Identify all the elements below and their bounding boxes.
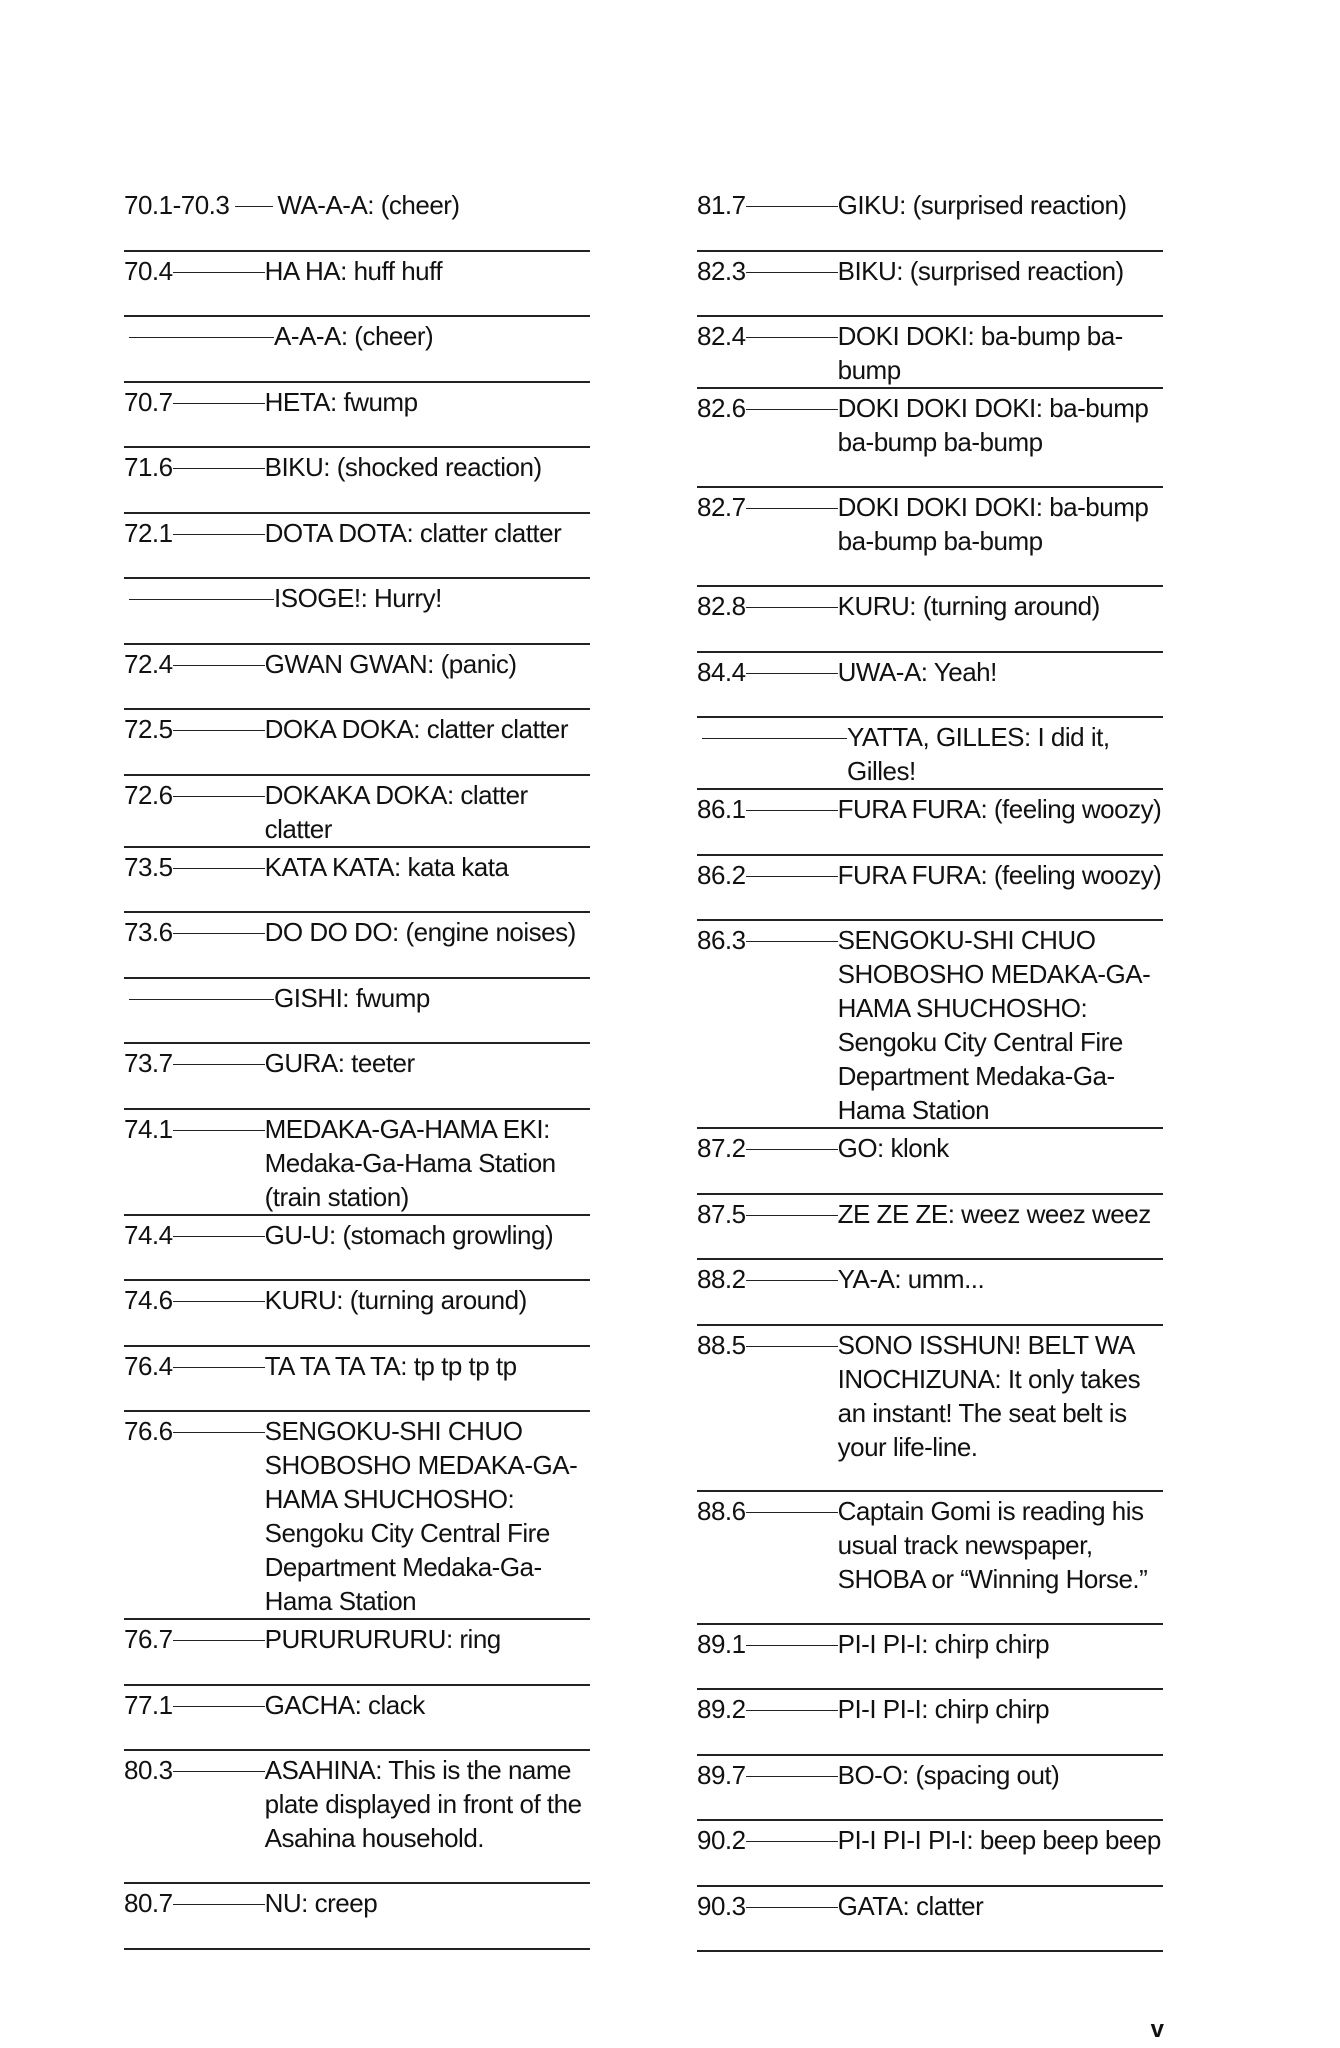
glossary-entry xyxy=(124,979,590,1045)
entry-code: 87.5 xyxy=(697,1198,746,1229)
entry-code: 81.7 xyxy=(697,190,746,220)
leader-rule xyxy=(746,607,838,608)
entry-code: 74.4 xyxy=(124,1219,173,1250)
entry-code: 72.4 xyxy=(124,648,173,679)
glossary-entry xyxy=(124,317,590,383)
leader-rule xyxy=(173,1367,265,1368)
leader-rule xyxy=(173,1432,265,1433)
entry-code: 76.7 xyxy=(124,1624,173,1654)
entry-text: FURA FURA: (feeling woozy) xyxy=(837,859,1162,890)
leader-rule xyxy=(746,337,838,338)
entry-code: 82.8 xyxy=(697,591,746,621)
entry-code: 82.4 xyxy=(697,321,746,351)
glossary-entry xyxy=(697,1887,1163,1953)
glossary-entry xyxy=(124,383,590,449)
leader-rule xyxy=(702,738,847,739)
entry-text: DOKI DOKI DOKI: ba-bump ba-bump ba-bump xyxy=(837,492,1149,556)
entry-text: ZE ZE ZE: weez weez weez xyxy=(837,1198,1151,1229)
glossary-entry xyxy=(124,1412,590,1620)
leader-rule xyxy=(173,1771,265,1772)
entry-text: ASAHINA: This is the name plate displayed in front of the Asahina household. xyxy=(264,1755,582,1853)
entry-text: YATTA, GILLES: I did it, Gilles! xyxy=(847,722,1110,786)
entry-text: GIKU: (surprised reaction) xyxy=(837,190,1127,220)
entry-code: 88.2 xyxy=(697,1264,746,1294)
entry-code: 76.4 xyxy=(124,1350,173,1381)
glossary-entry xyxy=(124,1281,590,1347)
leader-rule xyxy=(173,1640,265,1641)
entry-text: DOKA DOKA: clatter clatter xyxy=(264,714,569,744)
glossary-entry xyxy=(697,1690,1163,1756)
leader-rule xyxy=(173,1236,265,1237)
leader-rule xyxy=(746,1512,838,1513)
entry-code: 86.2 xyxy=(697,859,746,890)
entry-text: DO DO DO: (engine noises) xyxy=(264,917,576,947)
glossary-entry xyxy=(124,1044,590,1110)
leader-rule xyxy=(173,534,265,535)
entry-code: 72.5 xyxy=(124,714,173,744)
glossary-entry xyxy=(124,1620,590,1686)
entry-code: 89.1 xyxy=(697,1628,746,1659)
entry-code: 80.3 xyxy=(124,1755,173,1785)
entry-code: 90.3 xyxy=(697,1890,746,1921)
leader-rule xyxy=(746,673,838,674)
glossary-entry xyxy=(697,921,1163,1129)
leader-rule xyxy=(746,1907,838,1908)
entry-text: GATA: clatter xyxy=(837,1890,984,1921)
leader-rule xyxy=(746,810,838,811)
glossary-entry xyxy=(697,389,1163,488)
leader-rule xyxy=(235,206,273,207)
leader-rule xyxy=(746,1645,838,1646)
glossary-entry xyxy=(124,913,590,979)
entry-code: 90.2 xyxy=(697,1825,746,1855)
entry-text: BIKU: (surprised reaction) xyxy=(837,255,1124,286)
glossary-entry xyxy=(124,186,590,252)
entry-text: YA-A: umm... xyxy=(837,1264,985,1294)
glossary-entry xyxy=(697,1129,1163,1195)
leader-rule xyxy=(173,1130,265,1131)
leader-rule xyxy=(173,665,265,666)
glossary-entry xyxy=(124,1216,590,1282)
entry-text: KURU: (turning around) xyxy=(837,591,1100,621)
glossary-entry xyxy=(697,1756,1163,1822)
entry-text: HA HA: huff huff xyxy=(264,255,443,286)
leader-rule xyxy=(173,272,265,273)
entry-text: SONO ISSHUN! BELT WA INOCHIZUNA: It only takes an instant! The seat belt is your life-line. xyxy=(837,1329,1141,1462)
leader-rule xyxy=(746,272,838,273)
entry-code: 74.1 xyxy=(124,1113,173,1144)
entry-code: 87.2 xyxy=(697,1133,746,1163)
glossary-entry xyxy=(124,645,590,711)
entry-code: 86.1 xyxy=(697,794,746,824)
entry-code: 70.7 xyxy=(124,386,173,417)
glossary-entry xyxy=(124,710,590,776)
entry-text: ISOGE!: Hurry! xyxy=(274,583,442,613)
entry-text: KATA KATA: kata kata xyxy=(264,851,509,882)
glossary-entry xyxy=(124,579,590,645)
glossary-entry xyxy=(697,856,1163,922)
entry-text: GISHI: fwump xyxy=(274,982,430,1013)
entry-text: DOKI DOKI DOKI: ba-bump ba-bump ba-bump xyxy=(837,393,1149,457)
entry-code: 84.4 xyxy=(697,656,746,687)
leader-rule xyxy=(746,1710,838,1711)
entry-text: BIKU: (shocked reaction) xyxy=(264,452,542,482)
glossary-entry xyxy=(697,718,1163,790)
glossary-entry xyxy=(697,186,1163,252)
entry-code: 72.1 xyxy=(124,517,173,548)
entry-text: Captain Gomi is reading his usual track newspaper, SHOBA or “Winning Horse.” xyxy=(837,1495,1148,1594)
entry-text: DOKI DOKI: ba-bump ba-bump xyxy=(837,321,1123,385)
entry-code: 73.5 xyxy=(124,851,173,882)
glossary-entry xyxy=(697,252,1163,318)
leader-rule xyxy=(173,1706,265,1707)
leader-rule xyxy=(746,1346,838,1347)
leader-rule xyxy=(746,941,838,942)
leader-rule xyxy=(129,599,274,600)
entry-text: TA TA TA TA: tp tp tp tp xyxy=(264,1350,517,1381)
entry-code: 82.3 xyxy=(697,255,746,286)
entry-text: A-A-A: (cheer) xyxy=(274,321,434,351)
right-column xyxy=(697,186,1163,1952)
entry-text: BO-O: (spacing out) xyxy=(837,1759,1060,1790)
entry-text: GWAN GWAN: (panic) xyxy=(264,648,517,679)
glossary-entry xyxy=(124,514,590,580)
glossary-entry xyxy=(124,448,590,514)
entry-code: 73.7 xyxy=(124,1048,173,1078)
leader-rule xyxy=(746,876,838,877)
glossary-entry xyxy=(697,1195,1163,1261)
leader-rule xyxy=(173,403,265,404)
entry-text: KURU: (turning around) xyxy=(264,1285,527,1315)
entry-text: GURA: teeter xyxy=(264,1048,415,1078)
glossary-entry xyxy=(697,1326,1163,1492)
leader-rule xyxy=(173,1301,265,1302)
glossary-entry xyxy=(124,252,590,318)
glossary-entry xyxy=(124,1686,590,1752)
glossary-entry xyxy=(697,1260,1163,1326)
entry-code: 88.5 xyxy=(697,1329,746,1360)
entry-text: HETA: fwump xyxy=(264,386,418,417)
entry-text: DOKAKA DOKA: clatter clatter xyxy=(264,779,528,844)
leader-rule xyxy=(173,468,265,469)
entry-text: SENGOKU-SHI CHUO SHOBOSHO MEDAKA-GA-HAMA SHUCHOSHO: Sengoku City Central Fire Department Medaka-Ga-Hama Station xyxy=(837,925,1151,1125)
leader-rule xyxy=(129,337,274,338)
entry-code: 70.4 xyxy=(124,255,173,286)
left-column xyxy=(124,186,590,1950)
entry-code: 82.6 xyxy=(697,393,746,423)
leader-rule xyxy=(173,730,265,731)
entry-text: WA-A-A: (cheer) xyxy=(277,190,460,220)
leader-rule xyxy=(173,933,265,934)
glossary-entry xyxy=(124,1110,590,1216)
glossary-entry xyxy=(697,790,1163,856)
glossary-entry xyxy=(124,1751,590,1884)
glossary-entry xyxy=(697,1492,1163,1625)
entry-code: 88.6 xyxy=(697,1495,746,1526)
glossary-entry xyxy=(697,653,1163,719)
entry-code: 89.2 xyxy=(697,1694,746,1724)
glossary-entry xyxy=(124,1347,590,1413)
glossary-entry xyxy=(697,317,1163,389)
entry-text: SENGOKU-SHI CHUO SHOBOSHO MEDAKA-GA-HAMA SHUCHOSHO: Sengoku City Central Fire Department Medaka-Ga-Hama Station xyxy=(264,1416,578,1616)
entry-code: 72.6 xyxy=(124,779,173,810)
glossary-entry xyxy=(124,848,590,914)
entry-code: 76.6 xyxy=(124,1416,173,1446)
entry-text: PURURURURU: ring xyxy=(264,1624,501,1654)
entry-text: DOTA DOTA: clatter clatter xyxy=(264,517,562,548)
entry-code: 82.7 xyxy=(697,492,746,522)
leader-rule xyxy=(129,999,274,1000)
leader-rule xyxy=(746,409,838,410)
leader-rule xyxy=(746,508,838,509)
glossary-entry xyxy=(697,1625,1163,1691)
leader-rule xyxy=(173,1064,265,1065)
entry-code: 80.7 xyxy=(124,1888,173,1918)
leader-rule xyxy=(746,206,838,207)
glossary-entry xyxy=(697,587,1163,653)
glossary-entry xyxy=(124,1884,590,1950)
entry-text: GU-U: (stomach growling) xyxy=(264,1219,554,1250)
leader-rule xyxy=(746,1280,838,1281)
entry-code: 86.3 xyxy=(697,925,746,955)
entry-code: 73.6 xyxy=(124,917,173,947)
entry-text: UWA-A: Yeah! xyxy=(837,656,997,687)
entry-code: 77.1 xyxy=(124,1689,173,1720)
leader-rule xyxy=(746,1215,838,1216)
leader-rule xyxy=(746,1776,838,1777)
entry-text: GACHA: clack xyxy=(264,1689,425,1720)
entry-text: FURA FURA: (feeling woozy) xyxy=(837,794,1162,824)
entry-code: 74.6 xyxy=(124,1285,173,1315)
page-number: v xyxy=(1150,2016,1164,2043)
entry-text: GO: klonk xyxy=(837,1133,949,1163)
leader-rule xyxy=(173,1904,265,1905)
entry-text: MEDAKA-GA-HAMA EKI: Medaka-Ga-Hama Station (train station) xyxy=(264,1113,556,1212)
entry-code: 71.6 xyxy=(124,452,173,482)
leader-rule xyxy=(746,1149,838,1150)
entry-text: PI-I PI-I: chirp chirp xyxy=(837,1628,1050,1659)
glossary-entry xyxy=(124,776,590,848)
entry-code: 89.7 xyxy=(697,1759,746,1790)
entry-code: 70.1-70.3 xyxy=(124,190,230,220)
entry-text: NU: creep xyxy=(264,1888,378,1918)
entry-text: PI-I PI-I: chirp chirp xyxy=(837,1694,1050,1724)
glossary-entry xyxy=(697,488,1163,587)
leader-rule xyxy=(173,868,265,869)
glossary-entry xyxy=(697,1821,1163,1887)
leader-rule xyxy=(746,1841,838,1842)
entry-text: PI-I PI-I PI-I: beep beep beep xyxy=(837,1825,1161,1855)
leader-rule xyxy=(173,796,265,797)
